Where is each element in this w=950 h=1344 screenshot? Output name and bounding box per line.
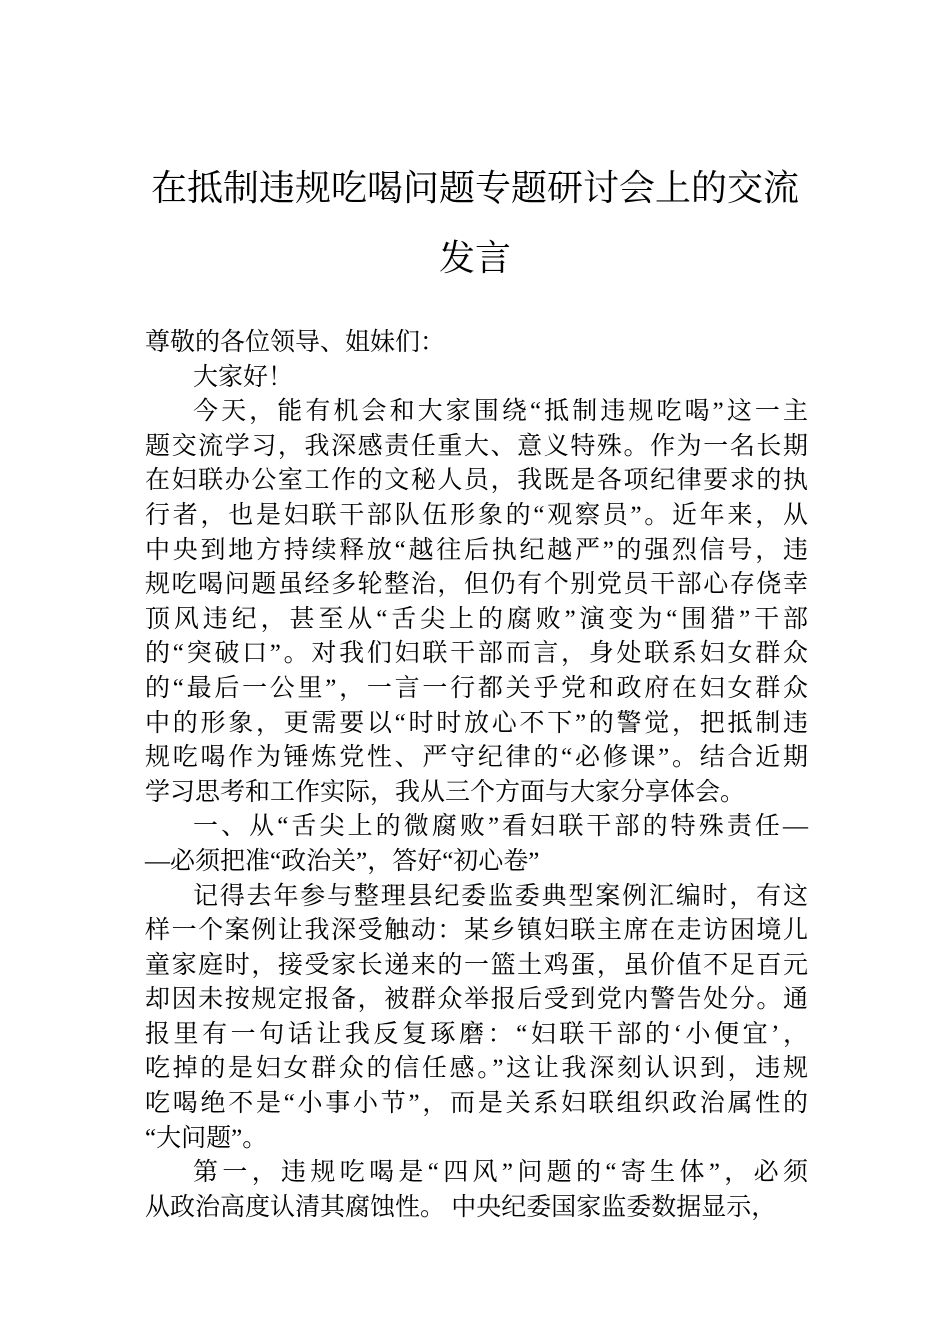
text-line: 样一个案例让我深受触动：某乡镇妇联主席在走访困境儿 xyxy=(145,917,808,945)
text-line: 在妇联办公室工作的文秘人员，我既是各项纪律要求的执 xyxy=(145,467,808,495)
paragraph xyxy=(145,1156,808,1225)
text-line: 吃喝绝不是“小事小节”，而是关系妇联组织政治属性的 xyxy=(145,1090,808,1118)
text-line: 题交流学习，我深感责任重大、意义特殊。作为一名长期 xyxy=(145,432,808,460)
paragraph xyxy=(145,880,808,1157)
text-line: 尊敬的各位领导、姐妹们： xyxy=(145,329,446,356)
paragraph xyxy=(145,810,808,879)
paragraph xyxy=(145,361,808,396)
text-line: 规吃喝问题虽经多轮整治，但仍有个别党员干部心存侥幸 xyxy=(145,571,808,599)
text-line: 的“突破口”。对我们妇联干部而言，身处联系妇女群众 xyxy=(145,640,808,668)
text-line: 中央到地方持续释放“越往后执纪越严”的强烈信号，违 xyxy=(145,536,808,564)
text-line: 报里有一句话让我反复琢磨：“妇联干部的‘小便宜’， xyxy=(145,1020,808,1048)
text-line: 却因未按规定报备，被群众举报后受到党内警告处分。通 xyxy=(145,986,808,1014)
paragraph xyxy=(145,395,808,810)
text-line: 顶风违纪，甚至从“舌尖上的腐败”演变为“围猎”干部 xyxy=(145,605,808,633)
document-body xyxy=(145,326,808,1225)
text-line: 童家庭时，接受家长递来的一篮土鸡蛋，虽价值不足百元 xyxy=(145,951,808,979)
paragraph xyxy=(145,326,808,361)
document-title-line-2: 发言 xyxy=(438,238,511,278)
text-line: 第一，违规吃喝是“四风”问题的“寄生体”，必须 xyxy=(193,1159,808,1187)
text-line: —必须把准“政治关”，答好“初心卷” xyxy=(145,847,540,875)
text-line: 记得去年参与整理县纪委监委典型案例汇编时，有这 xyxy=(193,882,808,910)
text-line: 一、从“舌尖上的微腐败”看妇联干部的特殊责任— xyxy=(193,813,808,841)
text-line: 大家好！ xyxy=(193,363,294,391)
document-title-line-1: 在抵制违规吃喝问题专题研讨会上的交流 xyxy=(150,168,799,208)
text-line: 学习思考和工作实际，我从三个方面与大家分享体会。 xyxy=(145,778,746,806)
text-line: 中的形象，更需要以“时时放心不下”的警觉，把抵制违 xyxy=(145,709,808,737)
text-line: 吃掉的是妇女群众的信任感。”这让我深刻认识到，违规 xyxy=(145,1055,808,1083)
text-line: 规吃喝作为锤炼党性、严守纪律的“必修课”。结合近期 xyxy=(145,744,808,772)
text-line: 今天，能有机会和大家围绕“抵制违规吃喝”这一主 xyxy=(193,398,808,426)
text-line: 从政治高度认清其腐蚀性。 中央纪委国家监委数据显示， xyxy=(145,1193,777,1221)
text-line: 行者，也是妇联干部队伍形象的“观察员”。近年来，从 xyxy=(145,501,808,529)
text-line: 的“最后一公里”，一言一行都关乎党和政府在妇女群众 xyxy=(145,674,808,702)
text-line: “大问题”。 xyxy=(145,1124,268,1152)
